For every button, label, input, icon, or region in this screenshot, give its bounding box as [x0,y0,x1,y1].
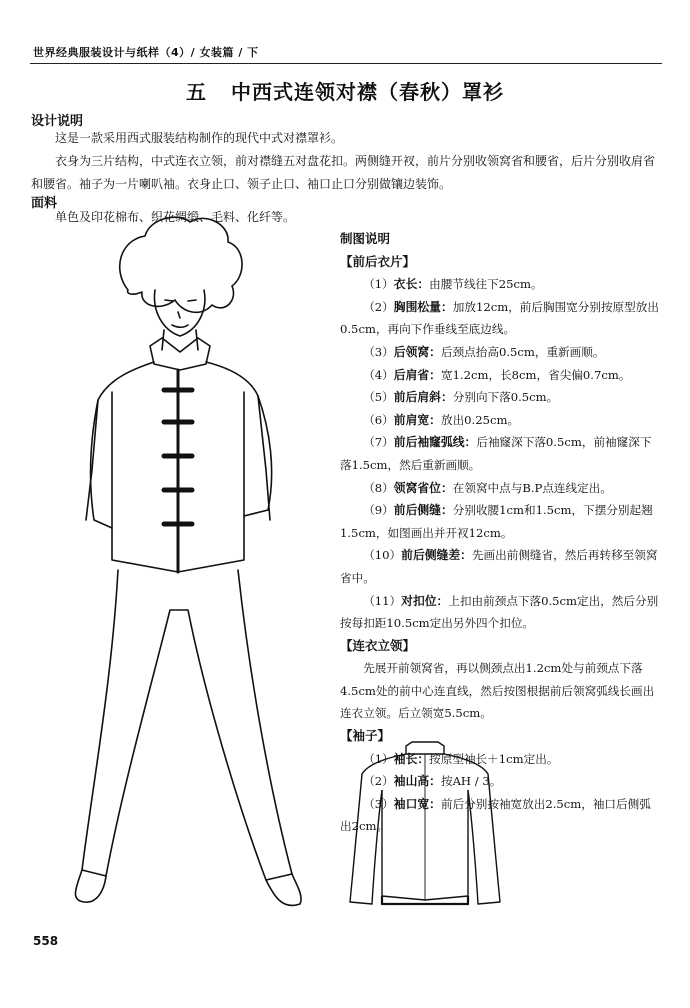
title-text: 中西式连领对襟（春秋）罩衫 [231,80,504,104]
item-text: 先画出前侧缝省，然后再转移至领窝省中。 [340,548,658,585]
item-text: 由腰节线往下25cm。 [429,277,543,292]
item-term: 对扣位： [401,593,449,608]
item-term: 前后侧缝差： [401,548,472,563]
section-number: 五 [186,80,207,104]
sleeve-heading: 【袖子】 [340,728,391,744]
collar-heading: 【连衣立领】 [340,637,416,653]
item-number: （3） [363,796,394,811]
item-text: 前后分别按袖宽放出2.5cm，袖口后侧弧出2cm。 [340,796,651,834]
item-term: 前后袖窿弧线： [393,435,477,450]
item-number: （1） [363,751,394,766]
item-text: 按原型袖长＋1cm定出。 [429,751,559,766]
item-text: 后颈点抬高0.5cm，重新画顺。 [440,344,605,359]
drafting-heading: 制图说明 [340,231,391,246]
item-number: （6） [363,412,394,427]
item-term: 前后肩斜： [393,390,453,405]
design-paragraph-2: 衣身为三片结构，中式连衣立领，前对襟缝五对盘花扣。两侧缝开衩，前片分别收领窝省和腰省，后片分别收肩省和腰省。袖子为一片喇叭袖。衣身止口、领子止口、袖口止口分别做镶边装饰。 [31,154,656,191]
collar-text: 先展开前领窝省，再以侧颈点出1.2cm处与前颈点下落4.5cm处的前中心连直线，然后按图根据前后领窝弧线长画出连衣立领。后立领宽5.5cm。 [340,661,655,721]
item-term: 前后侧缝： [393,503,453,518]
item-text: 分别收腰1cm和1.5cm，下摆分别起翘1.5cm，如图画出并开衩12cm。 [340,503,653,540]
item-text: 加放12cm，前后胸围宽分别按原型放出0.5cm，再向下作垂线至底边线。 [340,299,659,337]
item-term: 后领窝： [393,344,441,359]
item-term: 胸围松量： [393,299,453,314]
item-text: 按AH / 3。 [440,774,502,789]
item-number: （11） [363,593,402,608]
item-number: （9） [363,503,394,518]
item-term: 后肩省： [393,367,441,382]
page-number: 558 [33,934,59,948]
item-text: 宽1.2cm，长8cm，省尖偏0.7cm。 [440,367,631,382]
front-back-heading: 【前后衣片】 [340,253,416,269]
fabric-text: 单色及印花棉布、织花绸缎、毛料、化纤等。 [55,210,296,224]
item-term: 领窝省位： [393,480,453,495]
item-term: 前肩宽： [393,412,441,427]
item-text: 上扣由前颈点下落0.5cm定出，然后分别按每扣距10.5cm定出另外四个扣位。 [340,593,659,631]
running-head: 世界经典服装设计与纸样（4）/ 女装篇 / 下 [33,46,259,59]
item-text: 在领窝中点与B.P点连线定出。 [452,480,612,495]
design-heading: 设计说明 [31,114,84,129]
fabric-heading: 面料 [31,196,58,211]
item-number: （4） [363,367,394,382]
item-term: 袖长： [393,751,430,766]
item-text: 分别向下落0.5cm。 [452,390,559,405]
item-term: 衣长： [393,277,430,292]
item-text: 后袖窿深下落0.5cm，前袖窿深下落1.5cm，然后重新画顺。 [340,435,652,472]
item-number: （10） [363,548,402,563]
item-number: （5） [363,390,394,405]
item-number: （2） [363,774,394,789]
item-number: （3） [363,344,394,359]
item-text: 放出0.25cm。 [440,412,520,427]
item-number: （7） [363,435,394,450]
design-paragraph-1: 这是一款采用西式服装结构制作的现代中式对襟罩衫。 [55,131,344,145]
item-number: （2） [363,299,394,314]
item-number: （8） [363,480,394,495]
back-view-jacket-illustration [340,740,510,910]
item-term: 袖山高： [393,774,441,789]
item-number: （1） [363,277,394,292]
item-term: 袖口宽： [393,796,441,811]
